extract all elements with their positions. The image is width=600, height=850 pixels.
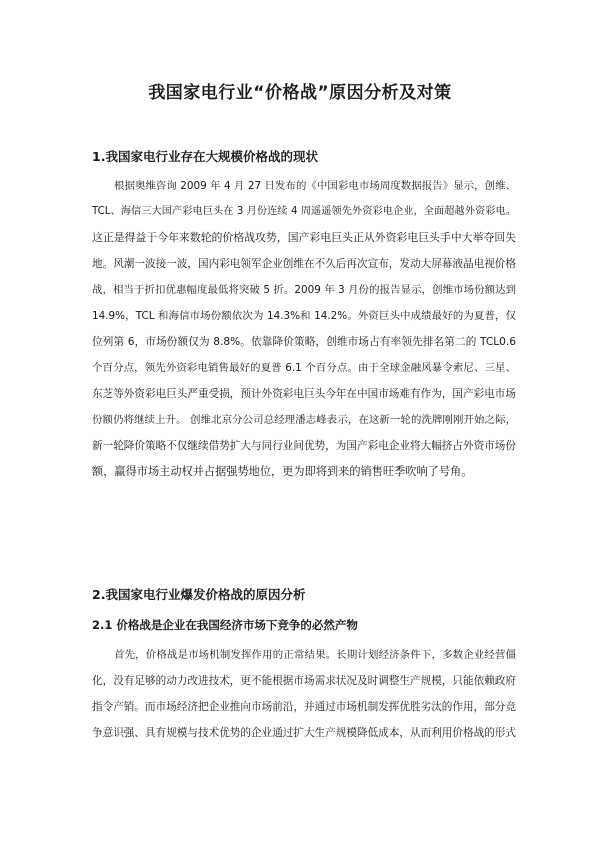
paragraph-line: 指令产销。而市场经济把企业推向市场前沿，并通过市场机制发挥优胜劣汰的作用，部分竞 — [92, 701, 516, 713]
paragraph-line: 新一轮降价策略不仅继续借势扩大与同行业间优势，为国产彩电企业将大幅挤占外资市场份 — [92, 440, 516, 452]
section-2-1-paragraph — [92, 642, 516, 746]
paragraph-line: 地。风潮一波接一波，国内彩电领军企业创维在不久后再次宣布，发动大屏幕液晶电视价格 — [92, 258, 516, 270]
paragraph-line: 东芝等外资彩电巨头严重受损，预计外资彩电巨头今年在中国市场难有作为，国产彩电市场 — [92, 388, 516, 400]
paragraph-line: 争意识强、具有规模与技术优势的企业通过扩大生产规模降低成本，从而利用价格战的形式 — [92, 727, 516, 739]
section-1-heading: 1.我国家电行业存在大规模价格战的现状 — [92, 149, 318, 164]
paragraph-line: 14.9%，TCL 和海信市场份额依次为 14.3%和 14.2%。外资巨头中成绩最好的为夏普，仅 — [92, 310, 516, 322]
paragraph-line: 额，赢得市场主动权并占据强势地位，更为即将到来的销售旺季吹响了号角。 — [92, 465, 473, 478]
paragraph-line: 根据奥维咨询 2009 年 4 月 27 日发布的《中国彩电市场周度数据报告》显示，创维、 — [114, 180, 516, 192]
paragraph-line: 份额仍将继续上升。 创维北京分公司总经理潘志峰表示，在这新一轮的洗牌刚刚开始之际， — [92, 414, 516, 426]
document-title: 我国家电行业“价格战”原因分析及对策 — [148, 83, 452, 103]
paragraph-line: 化，没有足够的动力改进技术，更不能根据市场需求状况及时调整生产规模，只能依赖政府 — [92, 675, 516, 687]
paragraph-line: 首先，价格战是市场机制发挥作用的正常结果。长期计划经济条件下，多数企业经营僵 — [114, 649, 516, 661]
paragraph-line: TCL、海信三大国产彩电巨头在 3 月份连续 4 周遥遥领先外资彩电企业，全面超越外资彩电。 — [92, 206, 516, 217]
section-1-paragraph — [92, 173, 516, 485]
paragraph-line: 战，相当于折扣优惠幅度最低将突破 5 折。2009 年 3 月份的报告显示，创维市场份额达到 — [92, 284, 516, 296]
section-2-1-heading: 2.1 价格战是企业在我国经济市场下竞争的必然产物 — [92, 618, 358, 632]
paragraph-line: 这正是得益于今年来数轮的价格战攻势，国产彩电巨头正从外资彩电巨头手中大举夺回失 — [92, 231, 516, 244]
section-2-heading: 2.我国家电行业爆发价格战的原因分析 — [92, 587, 306, 602]
paragraph-line: 个百分点，领先外资彩电销售最好的夏普 6.1 个百分点。由于全球金融风暴令索尼、三星、 — [92, 362, 516, 374]
paragraph-line: 位列第 6，市场份额仅为 8.8%。依靠降价策略，创维市场占有率领先排名第二的 TCL0.6 — [92, 336, 516, 348]
